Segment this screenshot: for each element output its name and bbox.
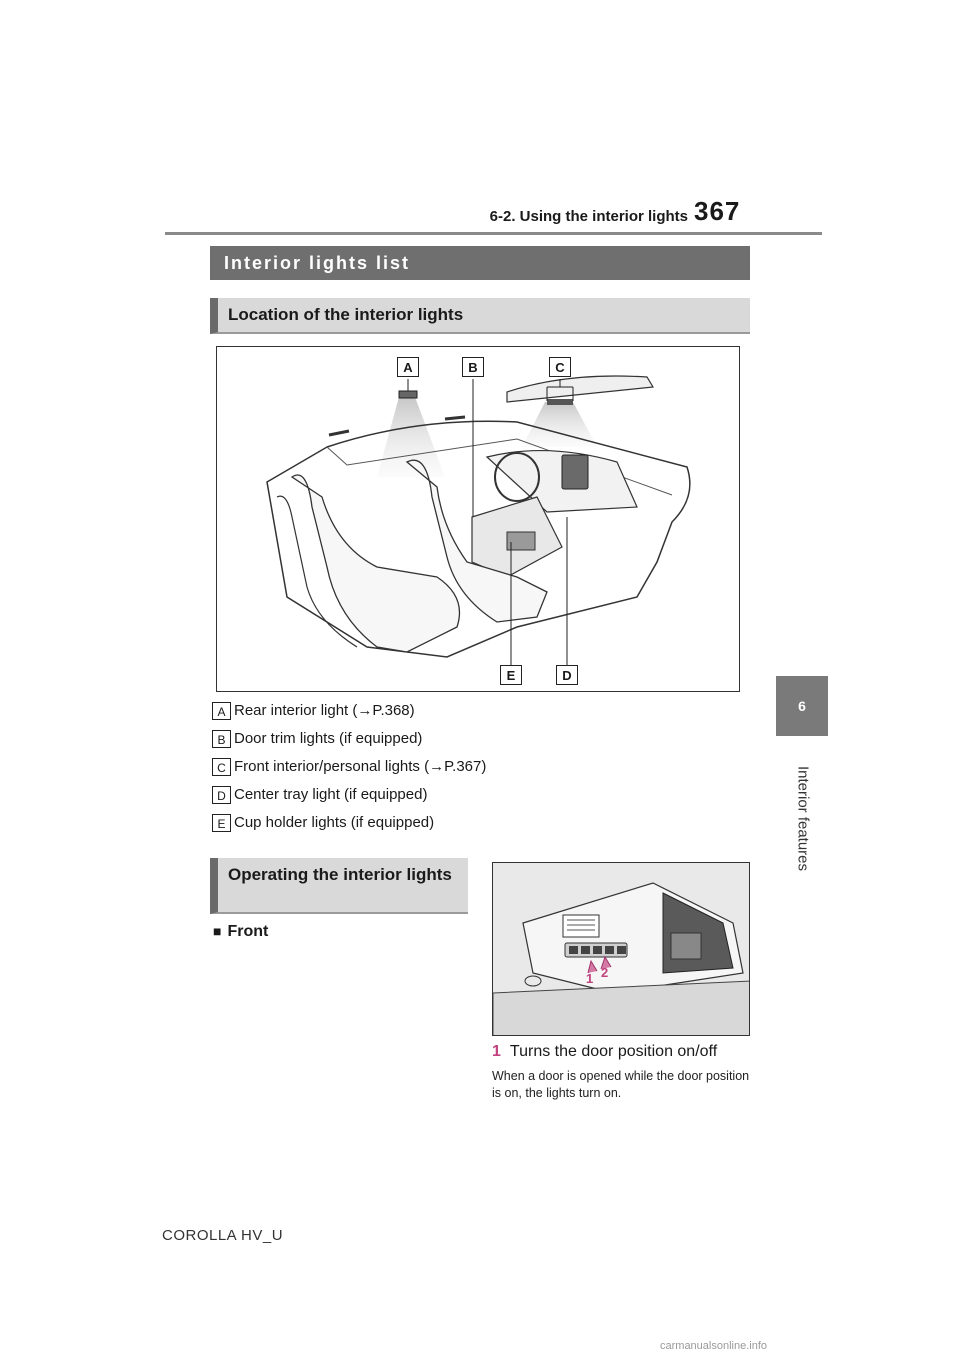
legend-key: A: [212, 702, 231, 720]
square-bullet-icon: ■: [213, 923, 222, 939]
callout-a: A: [397, 357, 419, 377]
legend-text: Front interior/personal lights (→P.367): [234, 758, 487, 775]
legend-text: Center tray light (if equipped): [234, 786, 428, 803]
header-divider: [165, 232, 822, 235]
legend-text: Door trim lights (if equipped): [234, 730, 423, 747]
step-item: [492, 1043, 717, 1061]
subsection-title-operating: Operating the interior lights: [210, 858, 468, 914]
legend-text: Cup holder lights (if equipped): [234, 814, 435, 831]
callout-d: D: [556, 665, 578, 685]
subsection-title-location: Location of the interior lights: [210, 298, 750, 334]
page-number: 367: [694, 196, 741, 226]
step-text: Turns the door position on/off: [509, 1043, 718, 1060]
front-label: Front: [227, 923, 269, 940]
callout-c: C: [549, 357, 571, 377]
step-marker-1: 1: [586, 971, 594, 986]
car-interior-illustration: [217, 347, 740, 692]
watermark: carmanualsonline.info: [660, 1340, 768, 1352]
overhead-console-illustration: [492, 862, 750, 1036]
interior-lights-diagram: [216, 346, 740, 692]
header-section-title: 6-2. Using the interior lights: [489, 208, 688, 225]
legend-key: C: [212, 758, 231, 776]
step-marker-2: 2: [601, 965, 609, 980]
overhead-console-drawing: [493, 863, 750, 1036]
step-number: 1: [492, 1043, 501, 1060]
legend-key: D: [212, 786, 231, 804]
legend-key: E: [212, 814, 231, 832]
callout-b: B: [462, 357, 484, 377]
section-title: Interior lights list: [210, 246, 750, 280]
footer-model: COROLLA HV_U: [162, 1227, 284, 1244]
chapter-title: Interior features: [794, 765, 812, 872]
chapter-tab: 6: [776, 676, 828, 736]
front-heading: [213, 923, 268, 941]
legend-key: B: [212, 730, 231, 748]
step-note: When a door is opened while the door position is on, the lights turn on.: [492, 1069, 750, 1100]
legend-text: Rear interior light (→P.368): [234, 702, 415, 719]
callout-e: E: [500, 665, 522, 685]
